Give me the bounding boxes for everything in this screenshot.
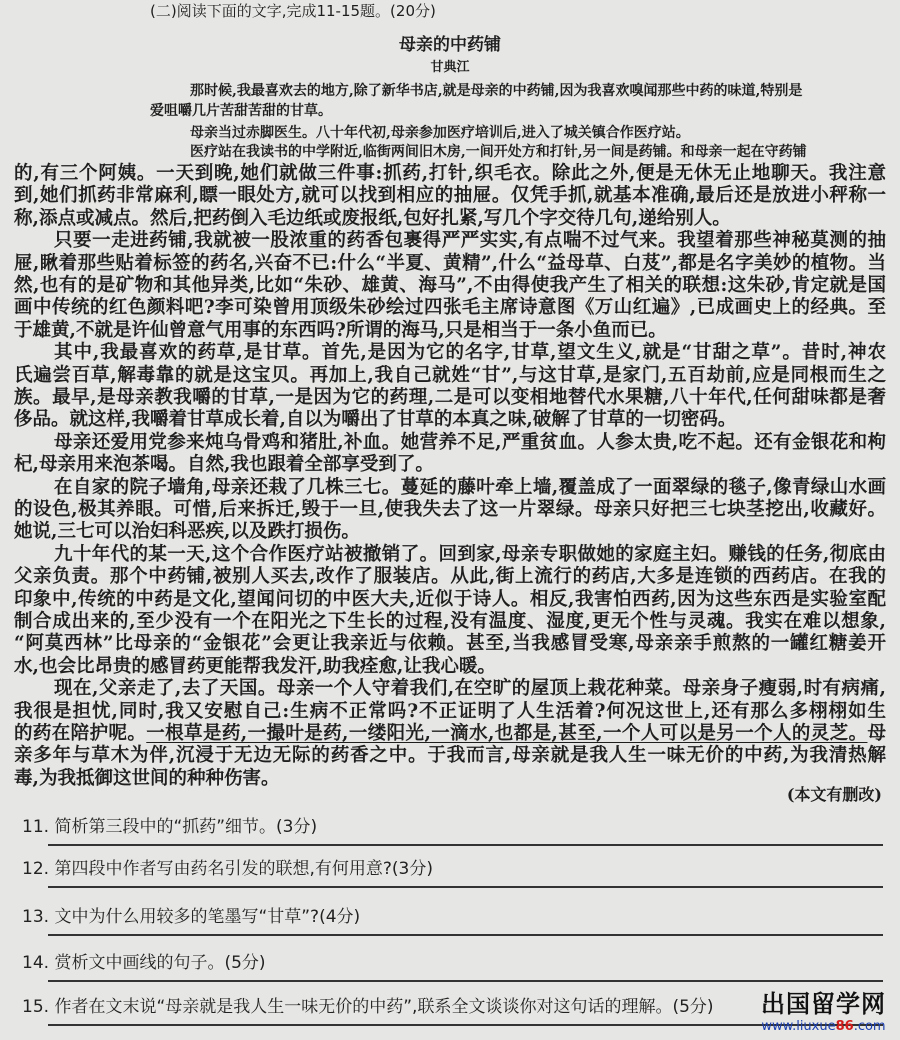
text-line: 到,她们抓药非常麻利,瞟一眼处方,就可以找到相应的抽屉。仅凭手抓,就基本准确,最后还是放进小秤称一 — [14, 185, 886, 207]
text-line: 屉,瞅着那些贴着标签的药名,兴奋不已:什么“半夏、黄精”,什么“益母草、白芨”,都是名字美妙的植物。当 — [14, 252, 886, 274]
answer-line[interactable] — [48, 980, 883, 982]
question-14: 14. 赏析文中画线的句子。(5分) — [22, 953, 266, 973]
logo-url: www.liuxue86.com — [761, 1019, 886, 1034]
text-line: 的药在陪护呢。一根草是药,一撮叶是药,一缕阳光,一滴水,也都是,甚至,一个人可以是另一个人的灵芝。母 — [14, 723, 886, 744]
text-line: 我很是担忧,同时,我又安慰自己:生病不正常吗?不正证明了人生活着?何况这世上,还有那么多栩栩如生 — [14, 700, 886, 722]
question-11: 11. 简析第三段中的“抓药”细节。(3分) — [22, 817, 318, 837]
text-line: 然,也有的是矿物和其他异类,比如“朱砂、雄黄、海马”,不由得使我产生了相关的联想:这朱砂,肯定就是国 — [14, 275, 886, 296]
article-title: 母亲的中药铺 — [399, 35, 501, 55]
text-line: 亲多年与草木为伴,沉浸于无边无际的药香之中。于我而言,母亲就是我人生一味无价的中药,为我清热解 — [14, 745, 886, 767]
answer-line[interactable] — [48, 844, 883, 846]
text-line: 侈品。就这样,我嚼着甘草成长着,自以为嚼出了甘草的本真之味,破解了甘草的一切密码。 — [14, 409, 737, 431]
text-line: 在自家的院子墙角,母亲还栽了几株三七。蔓延的藤叶牵上墙,覆盖成了一面翠绿的毯子,像青绿山水画 — [54, 476, 886, 498]
section-header: (二)阅读下面的文字,完成11-15题。(20分) — [150, 2, 436, 20]
text-line: 母亲还爱用党参来炖乌骨鸡和猪肚,补血。她营养不足,严重贫血。人参太贵,吃不起。还有金银花和枸 — [54, 431, 886, 453]
text-line: 其中,我最喜欢的药草,是甘草。首先,是因为它的名字,甘草,望文生义,就是“甘甜之草”。昔时,神农 — [54, 342, 886, 364]
intro-line: 那时候,我最喜欢去的地方,除了新华书店,就是母亲的中药铺,因为我喜欢嗅闻那些中药的味道,特别是 — [190, 83, 803, 99]
answer-line[interactable] — [48, 1024, 883, 1026]
underlined-sentence: 一根草是药,一撮叶是药,一缕阳光,一滴水,也都是,甚至,一个人可以是另一个人的灵芝。 — [146, 723, 868, 744]
intro-line: 母亲当过赤脚医生。八十年代初,母亲参加医疗培训后,进入了城关镇合作医疗站。 — [190, 125, 690, 141]
text-line: 九十年代的某一天,这个合作医疗站被撤销了。回到家,母亲专职做她的家庭主妇。赚钱的任务,彻底由 — [54, 543, 886, 565]
intro-line: 爱咀嚼几片苦甜苦甜的甘草。 — [150, 103, 332, 119]
question-12: 12. 第四段中作者写由药名引发的联想,有何用意?(3分) — [22, 859, 433, 879]
text-line: 族。最早,是母亲教我嚼的甘草,一是因为它的药理,二是可以变相地替代水果糖,八十年代,任何甜味都是奢 — [14, 387, 886, 408]
article-author: 甘典江 — [430, 60, 470, 75]
source-note: (本文有删改) — [786, 785, 882, 804]
text-line: 她说,三七可以治妇科恶疾,以及跌打损伤。 — [14, 521, 360, 543]
text-line: 水,也会比昂贵的感冒药更能帮我发汗,助我痊愈,让我心暖。 — [14, 655, 496, 677]
question-15: 15. 作者在文末说“母亲就是我人生一味无价的中药”,联系全文谈谈你对这句话的理解。(5分) — [22, 997, 714, 1017]
answer-line[interactable] — [48, 934, 883, 936]
text-line: 印象中,传统的中药是文化,望闻问切的中医大夫,近似于诗人。相反,我害怕西药,因为这些东西是实验室配 — [14, 588, 886, 610]
text-line: 画中传统的红色颜料吧?李可染曾用顶级朱砂绘过四张毛主席诗意图《万山红遍》,已成画史上的经典。至 — [14, 297, 886, 319]
text-line: “阿莫西林”比母亲的“金银花”会更让我亲近与依赖。甚至,当我感冒受寒,母亲亲手煎熬的一罐红糖姜开 — [14, 633, 886, 655]
text-line: 毒,为我抵御这世间的种种伤害。 — [14, 767, 280, 789]
logo-name: 出国留学网 — [761, 990, 886, 1018]
text-line: 制合成出来的,至少没有一个在阳光之下生长的过程,没有温度、湿度,更无个性与灵魂。我实在难以想象, — [14, 611, 886, 632]
text-line: 现在,父亲走了,去了天国。母亲一个人守着我们,在空旷的屋顶上栽花种菜。母亲身子瘦弱,时有病痛, — [54, 678, 886, 700]
answer-line[interactable] — [48, 886, 883, 888]
text-line: 称,添点或减点。然后,把药倒入毛边纸或废报纸,包好扎紧,写几个字交待几句,递给别人。 — [14, 207, 731, 229]
text-line: 氏遍尝百草,解毒靠的就是这宝贝。再加上,我自己就姓“甘”,与这甘草,是家门,五百劫前,应是同根而生之 — [14, 364, 886, 386]
text-line: 的设色,极其养眼。可惜,后来拆迁,毁于一旦,使我失去了这一片翠绿。母亲只好把三七块茎挖出,收藏好。 — [14, 499, 886, 520]
intro-line: 医疗站在我读书的中学附近,临街两间旧木房,一间开处方和打针,另一间是药铺。和母亲一起在守药铺 — [190, 144, 807, 160]
text-line: 只要一走进药铺,我就被一股浓重的药香包裹得严严实实,有点喘不过气来。我望着那些神秘莫测的抽 — [54, 230, 886, 252]
text-line: 父亲负责。那个中药铺,被别人买去,改作了服装店。从此,街上流行的药店,大多是连锁的西药店。在我的 — [14, 566, 886, 588]
text-line: 杞,母亲用来泡茶喝。自然,我也跟着全部享受到了。 — [14, 454, 434, 476]
question-13: 13. 文中为什么用较多的笔墨写“甘草”?(4分) — [22, 907, 361, 927]
text-line: 的,有三个阿姨。一天到晚,她们就做三件事:抓药,打针,织毛衣。除此之外,便是无休无止地聊天。我注意 — [14, 163, 886, 184]
text-line: 于雄黄,不就是许仙曾意气用事的东西吗?所谓的海马,只是相当于一条小鱼而已。 — [14, 319, 667, 341]
site-logo — [761, 984, 886, 1034]
